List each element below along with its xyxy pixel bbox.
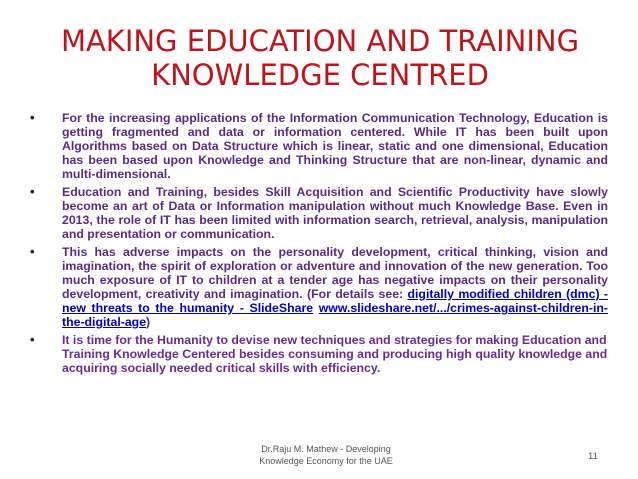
slideshare-url-link[interactable]: www.slideshare.net/.../crimes-against-children-in-the-digital-age — [62, 301, 608, 329]
bullet-icon: • — [30, 110, 35, 125]
bullet-text-2: Education and Training, besides Skill Acquisition and Scientific Productivity have slowly become an art of Data or Information manipulation without much Knowledge Base. Even in 2013, the role of IT has been limited with information search, retrieval, analysis, manipulation and presentation or communication. — [62, 185, 608, 241]
bullet-item-4 — [30, 333, 608, 375]
slide-title — [40, 24, 600, 92]
bullet-item-1 — [30, 111, 608, 181]
bullet-text-1: For the increasing applications of the Information Communication Technology, Education is getting fragmented and data or information centered. While IT has been built upon Algorithms based on Data Structure which is linear, static and one dimensional, Education has been based upon Knowledge and Thinking Structure that are non-linear, dynamic and multi-dimensional. — [62, 111, 608, 181]
bullet-text-3: This has adverse impacts on the personality development, critical thinking, vision and imagination, the spirit of exploration or adventure and innovation of the new generation. Too much exposure of IT to children at a tender age has negative impacts on their personality development, creativity and imagination. — [62, 245, 608, 301]
bullet-list — [30, 111, 608, 379]
bullet-item-2 — [30, 185, 608, 241]
bullet-icon: • — [30, 332, 35, 347]
bullet-text-4: It is time for the Humanity to devise new techniques and strategies for making Education and Training Knowledge Centered besides consuming and producing high quality knowledge and acquiring socially needed critical skills with efficiency. — [62, 333, 608, 375]
footer-line-1: Dr.Raju M. Mathew - Developing — [261, 444, 391, 454]
bullet-item-3 — [30, 245, 608, 329]
details-close-text: ) — [146, 315, 151, 329]
bullet-icon: • — [30, 244, 35, 259]
footer-line-2: Knowledge Economy for the UAE — [259, 456, 393, 466]
dmc-slideshare-link[interactable]: digitally modified children (dmc) - new threats to the humanity - SlideShare — [62, 287, 609, 315]
footer-author — [246, 443, 406, 467]
slide-title-line-2: KNOWLEDGE CENTRED — [151, 58, 489, 92]
slide-title-line-1: MAKING EDUCATION AND TRAINING — [60, 24, 580, 58]
bullet-icon: • — [30, 184, 35, 199]
details-open-text: (For details see: — [306, 287, 408, 301]
page-number: 11 — [588, 451, 598, 462]
